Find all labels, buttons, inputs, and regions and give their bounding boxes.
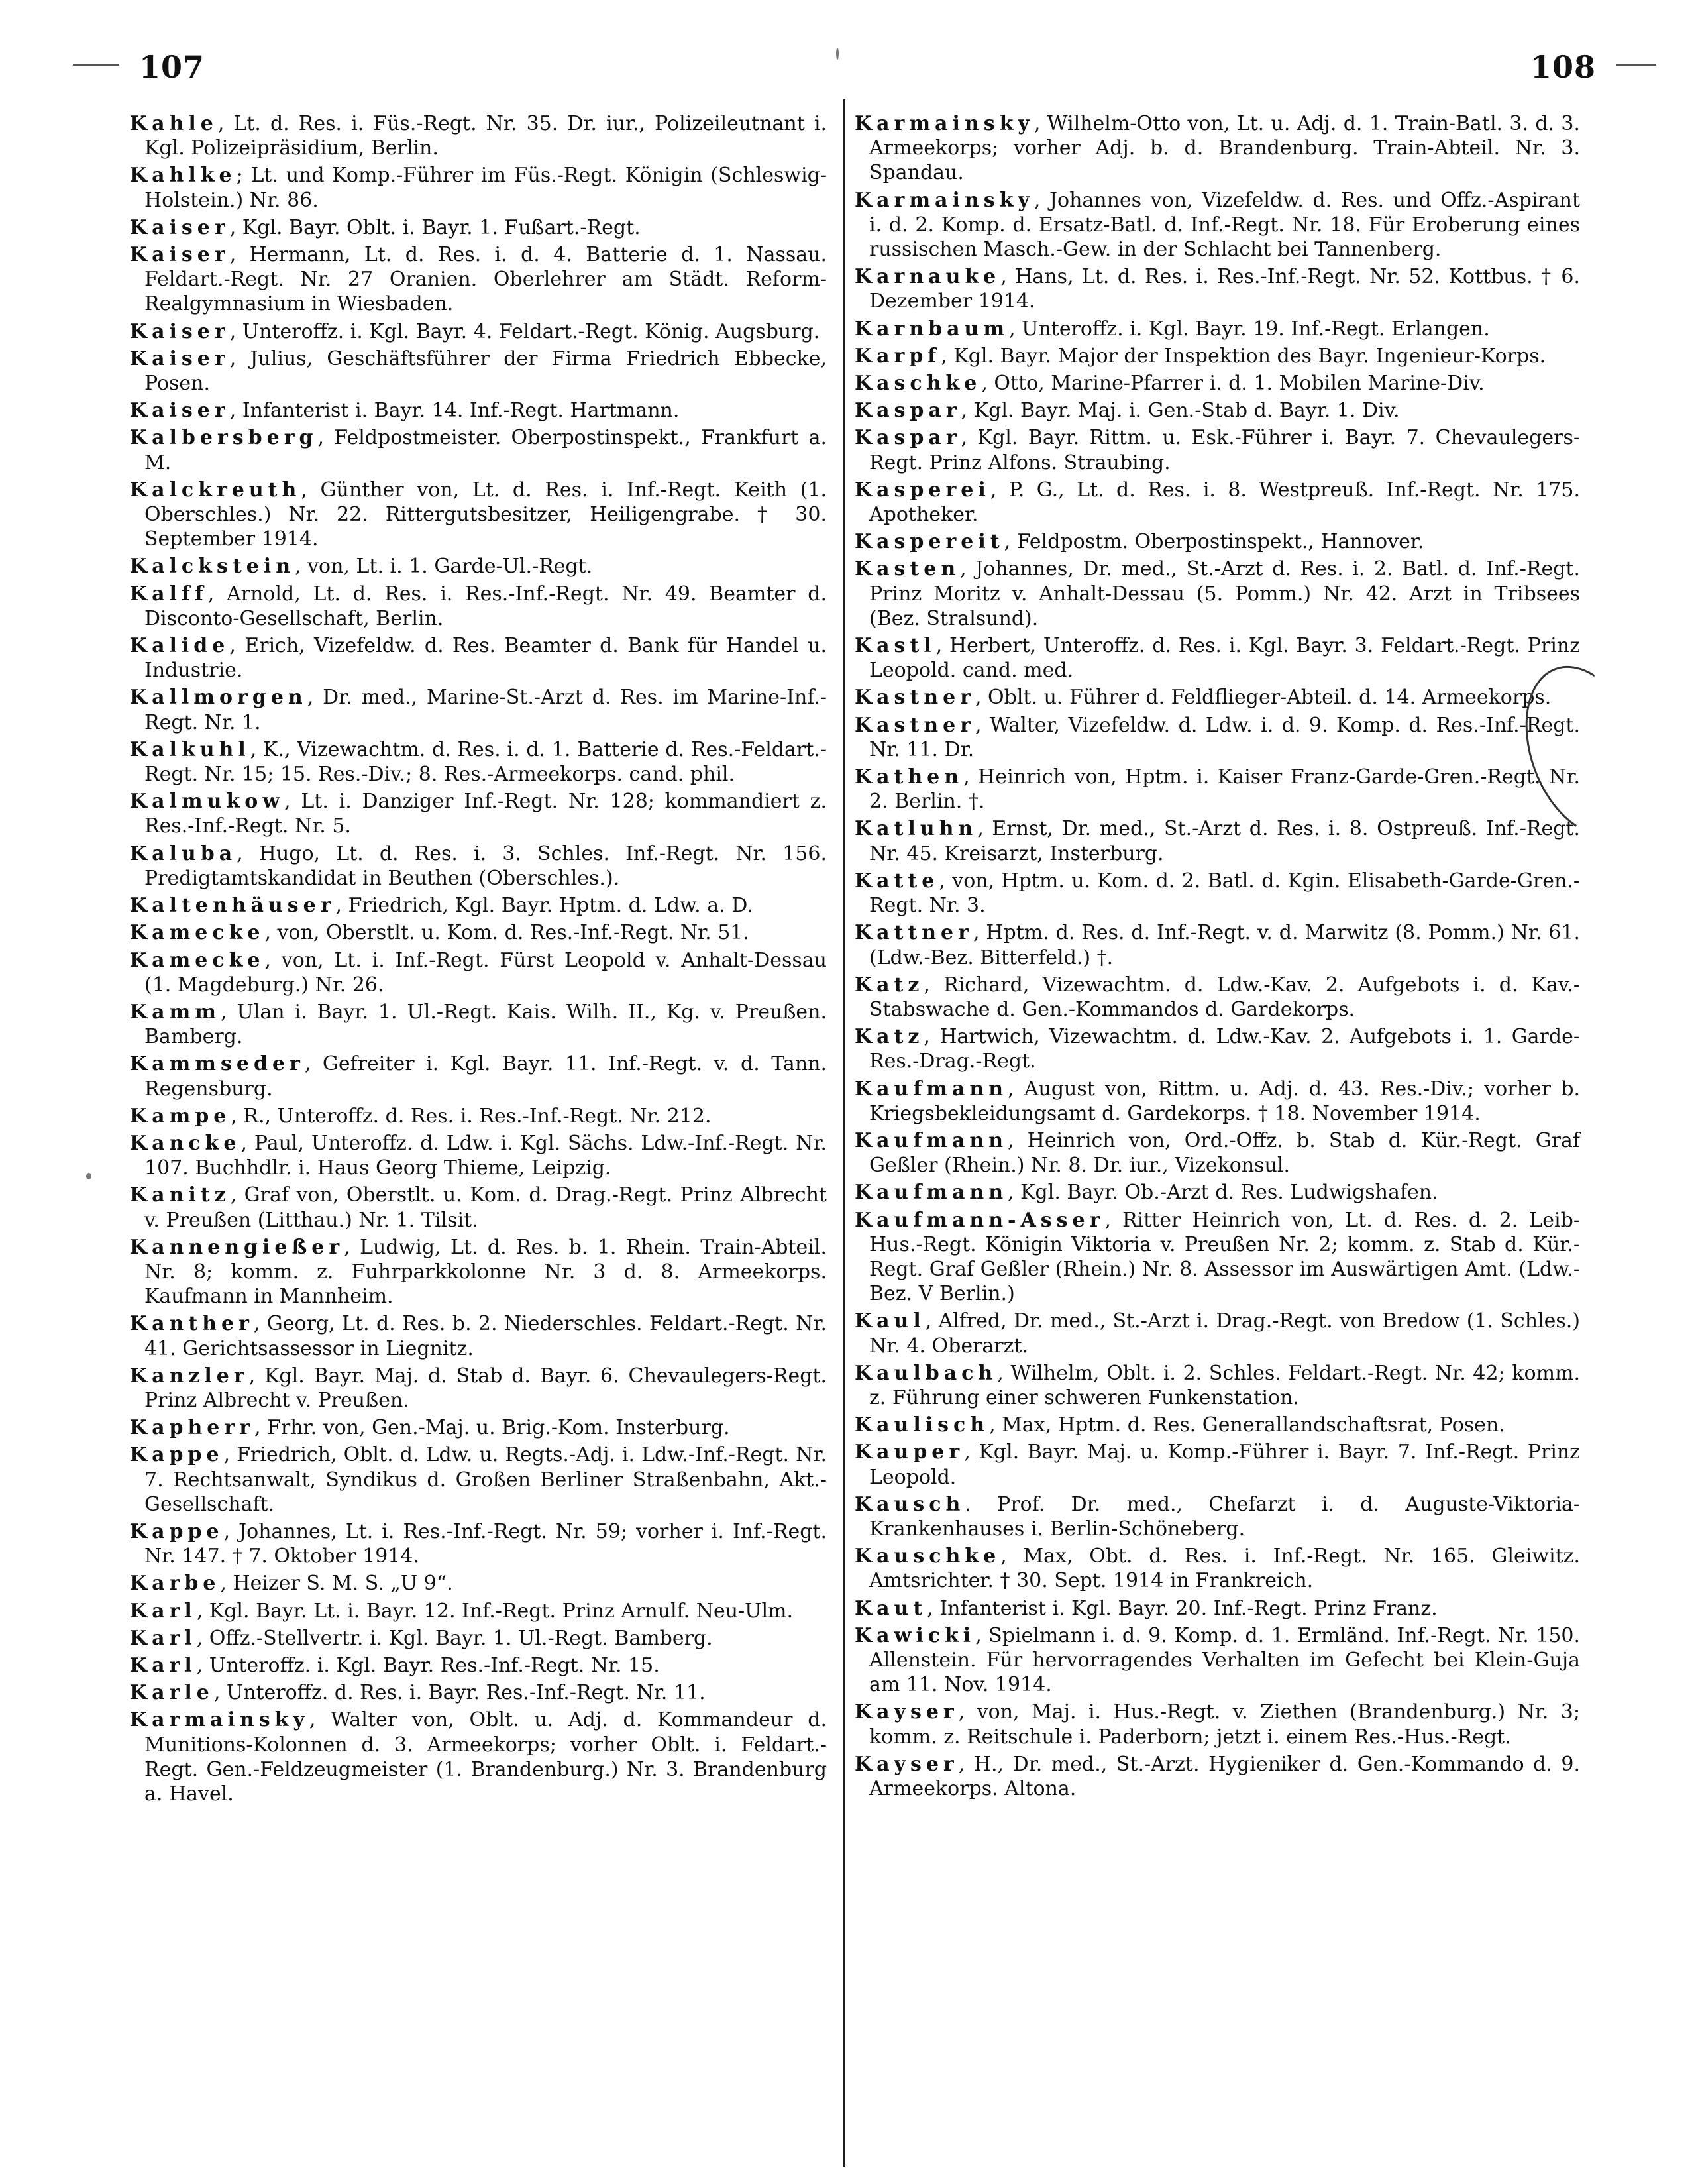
entry-surname: Kasperei <box>855 478 990 502</box>
entry-details: , Kgl. Bayr. Major der Inspektion des Bayr. Ingenieur-Korps. <box>941 344 1546 368</box>
register-entry <box>130 1653 827 1678</box>
entry-surname: Katluhn <box>855 817 978 841</box>
register-entry <box>855 633 1580 682</box>
entry-surname: Kalff <box>130 582 208 606</box>
entry-details: , Graf von, Oberstlt. u. Kom. d. Drag.-Regt. Prinz Albrecht v. Preußen (Litthau.) Nr. 1. Tilsit. <box>144 1183 827 1232</box>
entry-details: , Infanterist i. Bayr. 14. Inf.-Regt. Hartmann. <box>229 399 680 423</box>
entry-surname: Kancke <box>130 1131 241 1155</box>
register-entry <box>130 1571 827 1596</box>
entry-details: , Walter, Vizefeldw. d. Ldw. i. d. 9. Komp. d. Res.-Inf.-Regt. Nr. 11. Dr. <box>869 713 1580 761</box>
entry-surname: Kaiser <box>130 319 230 343</box>
entry-surname: Kaluba <box>130 842 237 865</box>
register-entry <box>855 478 1580 527</box>
entry-surname: Kathen <box>855 765 964 789</box>
top-dash-left <box>73 64 119 66</box>
entry-surname: Kalbersberg <box>130 426 318 450</box>
register-entry <box>130 1680 827 1705</box>
entry-surname: Kaut <box>855 1596 928 1620</box>
page-number-right: 108 <box>1530 49 1597 85</box>
entry-details: , Richard, Vizewachtm. d. Ldw.-Kav. 2. Aufgebots i. d. Kav.-Stabswache d. Gen.-Kommandos d. Gardekorps. <box>869 973 1580 1021</box>
register-entry <box>130 685 827 734</box>
entry-details: , Unteroffz. i. Kgl. Bayr. 4. Feldart.-Regt. König. Augsburg. <box>229 319 820 343</box>
entry-surname: Karle <box>130 1681 214 1705</box>
entry-details: , Otto, Marine-Pfarrer i. d. 1. Mobilen Marine-Div. <box>981 372 1485 396</box>
entry-details: , Spielmann i. d. 9. Komp. d. 1. Ermländ. Inf.-Regt. Nr. 150. Allenstein. Für hervorragendes Verhalten im Gefecht bei Klein-Guja am 11. Nov. 1914. <box>869 1623 1580 1697</box>
entry-surname: Kauper <box>855 1441 965 1464</box>
register-entry <box>130 1104 827 1128</box>
entry-details: , Unteroffz. d. Res. i. Bayr. Res.-Inf.-Regt. Nr. 11. <box>213 1681 706 1705</box>
entry-surname: Kapherr <box>130 1416 254 1440</box>
register-entry <box>130 893 827 918</box>
register-entry <box>855 1544 1580 1593</box>
entry-details: , Friedrich, Oblt. d. Ldw. u. Regts.-Adj. i. Ldw.-Inf.-Regt. Nr. 7. Rechtsanwalt, Syndikus d. Großen Berliner Straßenbahn, Akt.-Gesellschaft. <box>144 1443 827 1516</box>
register-entry <box>130 1415 827 1440</box>
entry-details: , Gefreiter i. Kgl. Bayr. 11. Inf.-Regt. v. d. Tann. Regensburg. <box>144 1052 827 1101</box>
entry-surname: Kaiser <box>130 243 230 267</box>
page-number-left: 107 <box>139 49 205 85</box>
register-entry <box>855 1700 1580 1749</box>
entry-details: , Kgl. Bayr. Lt. i. Bayr. 12. Inf.-Regt. Prinz Arnulf. Neu-Ulm. <box>196 1599 794 1623</box>
entry-details: , Kgl. Bayr. Maj. d. Stab d. Bayr. 6. Chevaulegers-Regt. Prinz Albrecht v. Preußen. <box>144 1364 827 1412</box>
entry-details: , Friedrich, Kgl. Bayr. Hptm. d. Ldw. a. D. <box>335 894 753 918</box>
entry-surname: Kastl <box>855 634 936 658</box>
entry-details: , Hugo, Lt. d. Res. i. 3. Schles. Inf.-Regt. Nr. 156. Predigtamtskandidat in Beuthen (Oberschles.). <box>144 842 827 890</box>
register-entry <box>130 1311 827 1360</box>
register-entry <box>130 554 827 578</box>
entry-details: , Lt. d. Res. i. Füs.-Regt. Nr. 35. Dr. iur., Polizeileutnant i. Kgl. Polizeipräsidium, Berlin. <box>144 112 827 160</box>
entry-details: , Wilhelm, Oblt. i. 2. Schles. Feldart.-Regt. Nr. 42; komm. z. Führung einer schweren Funkenstation. <box>869 1361 1580 1409</box>
entry-surname: Kanitz <box>130 1183 231 1207</box>
register-entry <box>130 478 827 552</box>
register-entry <box>855 557 1580 631</box>
entry-details: , Georg, Lt. d. Res. b. 2. Niederschles. Feldart.-Regt. Nr. 41. Gerichtsassessor in Liegnitz. <box>144 1312 827 1360</box>
entry-details: , von, Oberstlt. u. Kom. d. Res.-Inf.-Regt. Nr. 51. <box>264 921 749 945</box>
right-column <box>855 111 1580 2144</box>
entry-details: , Frhr. von, Gen.-Maj. u. Brig.-Kom. Insterburg. <box>254 1416 730 1440</box>
register-entry <box>855 1596 1580 1621</box>
register-entry <box>855 1128 1580 1177</box>
register-entry <box>130 1708 827 1806</box>
entry-surname: Katz <box>855 1025 924 1049</box>
entry-surname: Kaufmann <box>855 1128 1008 1152</box>
entry-details: , Kgl. Bayr. Maj. i. Gen.-Stab d. Bayr. 1. Div. <box>961 399 1400 423</box>
entry-details: , Kgl. Bayr. Oblt. i. Bayr. 1. Fußart.-Regt. <box>229 215 641 239</box>
entry-details: , Lt. i. Danziger Inf.-Regt. Nr. 128; kommandiert z. Res.-Inf.-Regt. Nr. 5. <box>144 790 827 838</box>
register-entry <box>855 1361 1580 1410</box>
register-entry <box>130 215 827 240</box>
entry-details: , Max, Obt. d. Res. i. Inf.-Regt. Nr. 165. Gleiwitz. Amtsrichter. † 30. Sept. 1914 in Frankreich. <box>869 1545 1580 1593</box>
entry-details: , Kgl. Bayr. Rittm. u. Esk.-Führer i. Bayr. 7. Chevaulegers-Regt. Prinz Alfons. Straubing. <box>869 426 1580 474</box>
entry-surname: Karnbaum <box>855 317 1010 341</box>
entry-surname: Kaspereit <box>855 530 1004 554</box>
entry-surname: Karmainsky <box>855 188 1034 212</box>
register-entry <box>130 243 827 317</box>
register-entry <box>130 948 827 997</box>
entry-surname: Kalide <box>130 634 230 658</box>
entry-details: , Heinrich von, Ord.-Offz. b. Stab d. Kür.-Regt. Graf Geßler (Rhein.) Nr. 8. Dr. iur., Vizekonsul. <box>869 1128 1580 1177</box>
register-entry <box>130 1519 827 1568</box>
entry-surname: Kaltenhäuser <box>130 894 336 918</box>
register-entry <box>855 765 1580 814</box>
register-entry <box>130 1599 827 1623</box>
register-entry <box>855 920 1580 969</box>
entry-details: , Alfred, Dr. med., St.-Arzt i. Drag.-Regt. von Bredow (1. Schles.) Nr. 4. Oberarzt. <box>869 1309 1580 1358</box>
register-entry <box>855 1180 1580 1205</box>
register-entry <box>855 1309 1580 1358</box>
entry-details: , Max, Hptm. d. Res. Generallandschaftsrat, Posen. <box>989 1413 1505 1437</box>
entry-surname: Kannengießer <box>130 1235 344 1259</box>
ink-speck <box>86 1173 91 1179</box>
entry-surname: Karl <box>130 1626 197 1650</box>
register-entry <box>130 737 827 787</box>
register-entry <box>130 425 827 474</box>
entry-surname: Kaufmann-Asser <box>855 1208 1105 1232</box>
entry-surname: Kalmukow <box>130 790 285 814</box>
entry-details: , Paul, Unteroffz. d. Ldw. i. Kgl. Sächs. Ldw.-Inf.-Regt. Nr. 107. Buchhdlr. i. Haus Georg Thieme, Leipzig. <box>144 1131 827 1180</box>
register-entry <box>855 317 1580 341</box>
entry-surname: Kaulisch <box>855 1413 990 1437</box>
register-entry <box>130 842 827 891</box>
entry-details: , Offz.-Stellvertr. i. Kgl. Bayr. 1. Ul.-Regt. Bamberg. <box>196 1626 713 1650</box>
register-entry <box>130 633 827 682</box>
entry-surname: Kalkuhl <box>130 737 250 761</box>
entry-surname: Kanzler <box>130 1364 249 1388</box>
entry-surname: Kamecke <box>130 948 265 972</box>
entry-details: , von, Maj. i. Hus.-Regt. v. Ziethen (Brandenburg.) Nr. 3; komm. z. Reitschule i. Paderborn; jetzt i. einem Res.-Hus.-Regt. <box>869 1700 1580 1749</box>
entry-surname: Kaschke <box>855 372 982 396</box>
column-divider <box>843 99 845 2167</box>
entry-surname: Kaspar <box>855 399 961 423</box>
entry-details: , Ritter Heinrich von, Lt. d. Res. d. 2. Leib-Hus.-Regt. Königin Viktoria v. Preußen Nr. 2; komm. z. Stab d. Kür.-Regt. Graf Geßler (Rhein.) Nr. 8. Assessor im Auswärtigen Amt. (Ldw.-Bez. V Berlin.) <box>869 1208 1580 1306</box>
register-entry <box>855 371 1580 396</box>
register-entry <box>855 1077 1580 1126</box>
entry-surname: Kastner <box>855 713 975 737</box>
register-entry <box>855 869 1580 918</box>
entry-surname: Kaulbach <box>855 1361 998 1385</box>
entry-details: , Ernst, Dr. med., St.-Arzt d. Res. i. 8. Ostpreuß. Inf.-Regt. Nr. 45. Kreisarzt, Insterburg. <box>869 817 1580 865</box>
entry-surname: Kamm <box>130 1000 221 1024</box>
entry-surname: Kaul <box>855 1309 926 1333</box>
entry-details: , von, Lt. i. 1. Garde-Ul.-Regt. <box>295 555 593 578</box>
entry-surname: Kallmorgen <box>130 686 307 710</box>
entry-surname: Kayser <box>855 1752 959 1776</box>
entry-surname: Kampe <box>130 1104 231 1128</box>
entry-details: , Hartwich, Vizewachtm. d. Ldw.-Kav. 2. Aufgebots i. 1. Garde-Res.-Drag.-Regt. <box>869 1025 1580 1073</box>
register-entry <box>130 347 827 396</box>
entry-details: , Johannes von, Vizefeldw. d. Res. und Offz.-Aspirant i. d. 2. Komp. d. Ersatz-Batl. d. Inf.-Regt. Nr. 18. Für Eroberung eines russischen Masch.-Gew. in der Schlacht bei Tannenberg. <box>869 188 1580 262</box>
register-entry <box>130 398 827 423</box>
entry-surname: Kauschke <box>855 1545 1001 1568</box>
register-entry <box>130 1052 827 1101</box>
entry-surname: Kanther <box>130 1312 254 1336</box>
register-entry <box>855 1024 1580 1073</box>
entry-surname: Karbe <box>130 1572 221 1596</box>
entry-surname: Karmainsky <box>130 1708 309 1732</box>
register-entry <box>855 398 1580 423</box>
entry-details: , August von, Rittm. u. Adj. d. 43. Res.-Div.; vorher b. Kriegsbekleidungsamt d. Gardekorps. † 18. November 1914. <box>869 1077 1580 1125</box>
entry-details: , Unteroffz. i. Kgl. Bayr. Res.-Inf.-Regt. Nr. 15. <box>196 1653 660 1677</box>
entry-details: , H., Dr. med., St.-Arzt. Hygieniker d. Gen.-Kommando d. 9. Armeekorps. Altona. <box>869 1752 1580 1800</box>
entry-details: , Herbert, Unteroffz. d. Res. i. Kgl. Bayr. 3. Feldart.-Regt. Prinz Leopold. cand. med. <box>869 634 1580 682</box>
entry-details: , Wilhelm-Otto von, Lt. u. Adj. d. 1. Train-Batl. 3. d. 3. Armeekorps; vorher Adj. b. d. Brandenburg. Train-Abteil. Nr. 3. Spandau. <box>869 112 1580 185</box>
register-entry <box>855 1492 1580 1541</box>
entry-surname: Kaiser <box>130 347 230 370</box>
entry-details: , Günther von, Lt. d. Res. i. Inf.-Regt. Keith (1. Oberschles.) Nr. 22. Rittergutsbesitzer, Heiligengrabe. † 30. September 1914. <box>144 478 827 551</box>
register-entry <box>130 111 827 160</box>
register-entry <box>855 1752 1580 1801</box>
entry-surname: Kasten <box>855 557 961 581</box>
register-entry <box>855 264 1580 313</box>
register-entry <box>130 920 827 945</box>
entry-surname: Kahle <box>130 112 218 135</box>
entry-details: , Arnold, Lt. d. Res. i. Res.-Inf.-Regt. Nr. 49. Beamter d. Disconto-Gesellschaft, Berlin. <box>144 582 827 630</box>
register-entry <box>130 163 827 212</box>
register-entry <box>855 425 1580 474</box>
register-entry <box>130 1131 827 1180</box>
left-column <box>130 111 827 2144</box>
register-entry <box>130 319 827 344</box>
entry-details: , Feldpostm. Oberpostinspekt., Hannover. <box>1004 530 1424 554</box>
entry-details: , Johannes, Lt. i. Res.-Inf.-Regt. Nr. 59; vorher i. Inf.-Regt. Nr. 147. † 7. Oktober 1914. <box>144 1519 827 1568</box>
register-entry <box>130 1000 827 1049</box>
entry-details: , Unteroffz. i. Kgl. Bayr. 19. Inf.-Regt. Erlangen. <box>1009 317 1490 341</box>
entry-details: ; Lt. und Komp.-Führer im Füs.-Regt. Königin (Schleswig-Holstein.) Nr. 86. <box>144 164 827 212</box>
entry-surname: Kappe <box>130 1443 224 1467</box>
entry-surname: Kamecke <box>130 921 265 945</box>
entry-surname: Kausch <box>855 1492 965 1516</box>
entry-details: , Kgl. Bayr. Maj. u. Komp.-Führer i. Bayr. 7. Inf.-Regt. Prinz Leopold. <box>869 1441 1580 1489</box>
entry-details: , Infanterist i. Kgl. Bayr. 20. Inf.-Regt. Prinz Franz. <box>927 1596 1438 1620</box>
entry-details: , Julius, Geschäftsführer der Firma Friedrich Ebbecke, Posen. <box>144 347 827 396</box>
entry-surname: Kaiser <box>130 399 230 423</box>
entry-surname: Kastner <box>855 686 975 710</box>
register-entry <box>130 582 827 631</box>
register-entry <box>855 1440 1580 1489</box>
register-entry <box>855 973 1580 1022</box>
entry-surname: Kappe <box>130 1519 224 1543</box>
entry-surname: Kaspar <box>855 426 961 450</box>
entry-details: , Oblt. u. Führer d. Feldflieger-Abteil. d. 14. Armeekorps. <box>975 686 1552 710</box>
entry-details: , Hermann, Lt. d. Res. i. d. 4. Batterie d. 1. Nassau. Feldart.-Regt. Nr. 27 Oranien. Oberlehrer am Städt. Reform-Realgymnasium in Wiesbaden. <box>144 243 827 316</box>
register-entry <box>130 1443 827 1517</box>
register-entry <box>130 1235 827 1309</box>
register-entry <box>855 344 1580 368</box>
entry-details: , Hans, Lt. d. Res. i. Res.-Inf.-Regt. Nr. 52. Kottbus. † 6. Dezember 1914. <box>869 265 1580 313</box>
entry-details: , Walter von, Oblt. u. Adj. d. Kommandeur d. Munitions-Kolonnen d. 3. Armeekorps; vorher Oblt. i. Feldart.-Regt. Gen.-Feldzeugmeister (1. Brandenburg.) Nr. 3. Brandenburg a. Havel. <box>144 1708 827 1806</box>
entry-details: , R., Unteroffz. d. Res. i. Res.-Inf.-Regt. Nr. 212. <box>231 1104 712 1128</box>
register-entry <box>855 1413 1580 1437</box>
register-entry <box>855 713 1580 762</box>
register-entry <box>855 1623 1580 1698</box>
entry-surname: Karnauke <box>855 265 1001 289</box>
entry-details: , Erich, Vizefeldw. d. Res. Beamter d. Bank für Handel u. Industrie. <box>144 634 827 682</box>
register-entry <box>130 789 827 838</box>
entry-details: , Dr. med., Marine-St.-Arzt d. Res. im Marine-Inf.-Regt. Nr. 1. <box>144 686 827 734</box>
entry-details: , Johannes, Dr. med., St.-Arzt d. Res. i. 2. Batl. d. Inf.-Regt. Prinz Moritz v. Anhalt-Dessau (5. Pomm.) Nr. 42. Arzt in Tribsees (Bez. Stralsund). <box>869 557 1580 630</box>
entry-details: , Heizer S. M. S. „U 9“. <box>220 1572 453 1596</box>
register-entry <box>855 111 1580 186</box>
entry-surname: Karl <box>130 1653 197 1677</box>
top-dash-right <box>1616 64 1656 66</box>
register-entry <box>855 816 1580 865</box>
entry-details: , von, Hptm. u. Kom. d. 2. Batl. d. Kgin. Elisabeth-Garde-Gren.-Regt. Nr. 3. <box>869 869 1580 918</box>
register-entry <box>855 188 1580 262</box>
entry-details: . Prof. Dr. med., Chefarzt i. d. Auguste-Viktoria-Krankenhauses i. Berlin-Schöneberg. <box>869 1492 1580 1541</box>
entry-surname: Kalckstein <box>130 555 295 578</box>
entry-surname: Kalckreuth <box>130 478 301 502</box>
register-entry <box>855 529 1580 554</box>
entry-surname: Kammseder <box>130 1052 305 1076</box>
entry-surname: Kaufmann <box>855 1181 1008 1205</box>
register-entry <box>130 1364 827 1413</box>
entry-details: , von, Lt. i. Inf.-Regt. Fürst Leopold v. Anhalt-Dessau (1. Magdeburg.) Nr. 26. <box>144 948 827 997</box>
entry-details: , Kgl. Bayr. Ob.-Arzt d. Res. Ludwigshafen. <box>1008 1181 1438 1205</box>
entry-surname: Kattner <box>855 921 973 945</box>
entry-surname: Kaiser <box>130 215 230 239</box>
register-entry <box>130 1626 827 1651</box>
entry-details: , P. G., Lt. d. Res. i. 8. Westpreuß. Inf.-Regt. Nr. 175. Apotheker. <box>869 478 1580 527</box>
entry-surname: Karmainsky <box>855 112 1034 135</box>
entry-surname: Katz <box>855 973 924 997</box>
entry-details: , Ulan i. Bayr. 1. Ul.-Regt. Kais. Wilh. II., Kg. v. Preußen. Bamberg. <box>144 1000 827 1049</box>
entry-surname: Kayser <box>855 1700 959 1724</box>
register-entry <box>130 1183 827 1232</box>
entry-surname: Kawicki <box>855 1623 976 1647</box>
entry-surname: Kahlke <box>130 164 237 188</box>
entry-surname: Karpf <box>855 344 941 368</box>
entry-details: , K., Vizewachtm. d. Res. i. d. 1. Batterie d. Res.-Feldart.-Regt. Nr. 15; 15. Res.-Div.; 8. Res.-Armeekorps. cand. phil. <box>144 737 827 787</box>
entry-details: , Hptm. d. Res. d. Inf.-Regt. v. d. Marwitz (8. Pomm.) Nr. 61. (Ldw.-Bez. Bitterfeld.) †. <box>869 921 1580 969</box>
entry-details: , Ludwig, Lt. d. Res. b. 1. Rhein. Train-Abteil. Nr. 8; komm. z. Fuhrparkkolonne Nr. 3 d. 8. Armeekorps. Kaufmann in Mannheim. <box>144 1235 827 1309</box>
entry-details: , Feldpostmeister. Oberpostinspekt., Frankfurt a. M. <box>144 426 827 474</box>
register-entry <box>855 1208 1580 1307</box>
entry-details: , Heinrich von, Hptm. i. Kaiser Franz-Garde-Gren.-Regt. Nr. 2. Berlin. †. <box>869 765 1580 814</box>
entry-surname: Kaufmann <box>855 1077 1008 1101</box>
entry-surname: Karl <box>130 1599 197 1623</box>
ink-speck <box>836 48 839 60</box>
entry-surname: Katte <box>855 869 939 893</box>
register-entry <box>855 685 1580 710</box>
